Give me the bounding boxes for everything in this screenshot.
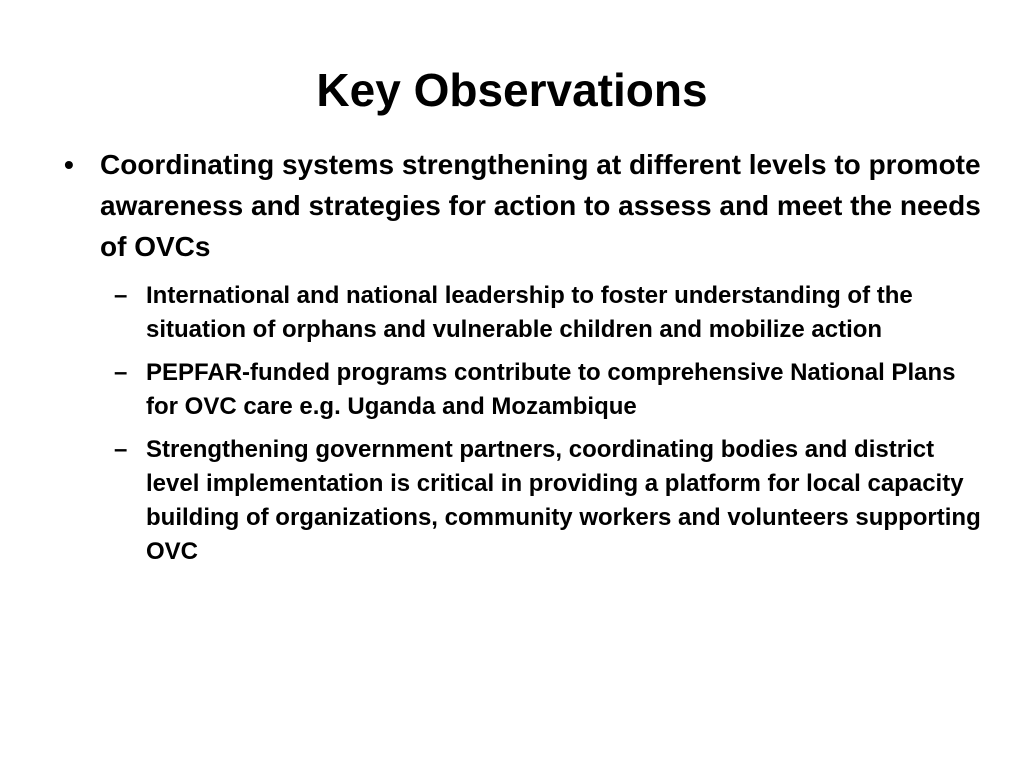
slide-content: [64, 144, 994, 578]
bullet-icon: •: [64, 149, 74, 180]
sub-bullet-text: International and national leadership to foster understanding of the situation of orphans and vulnerable children and mobilize action: [146, 282, 913, 343]
dash-icon: –: [114, 436, 128, 463]
sub-bullet-text: PEPFAR-funded programs contribute to comprehensive National Plans for OVC care e.g. Uganda and Mozambique: [146, 359, 956, 420]
sub-bullet-item: [114, 433, 994, 569]
slide-title: Key Observations: [316, 64, 708, 116]
bullet-item: [64, 144, 994, 267]
dash-icon: –: [114, 359, 128, 386]
sub-bullet-text: Strengthening government partners, coordinating bodies and district level implementation is critical in providing a platform for local capacity building of organizations, community workers and volunteers supporting OVC: [146, 436, 981, 565]
sub-bullet-item: [114, 279, 994, 347]
sub-bullet-list: [114, 279, 994, 569]
bullet-text: Coordinating systems strengthening at different levels to promote awareness and strategies for action to assess and meet the needs of OVCs: [100, 149, 981, 262]
dash-icon: –: [114, 282, 128, 309]
sub-bullet-item: [114, 356, 994, 424]
